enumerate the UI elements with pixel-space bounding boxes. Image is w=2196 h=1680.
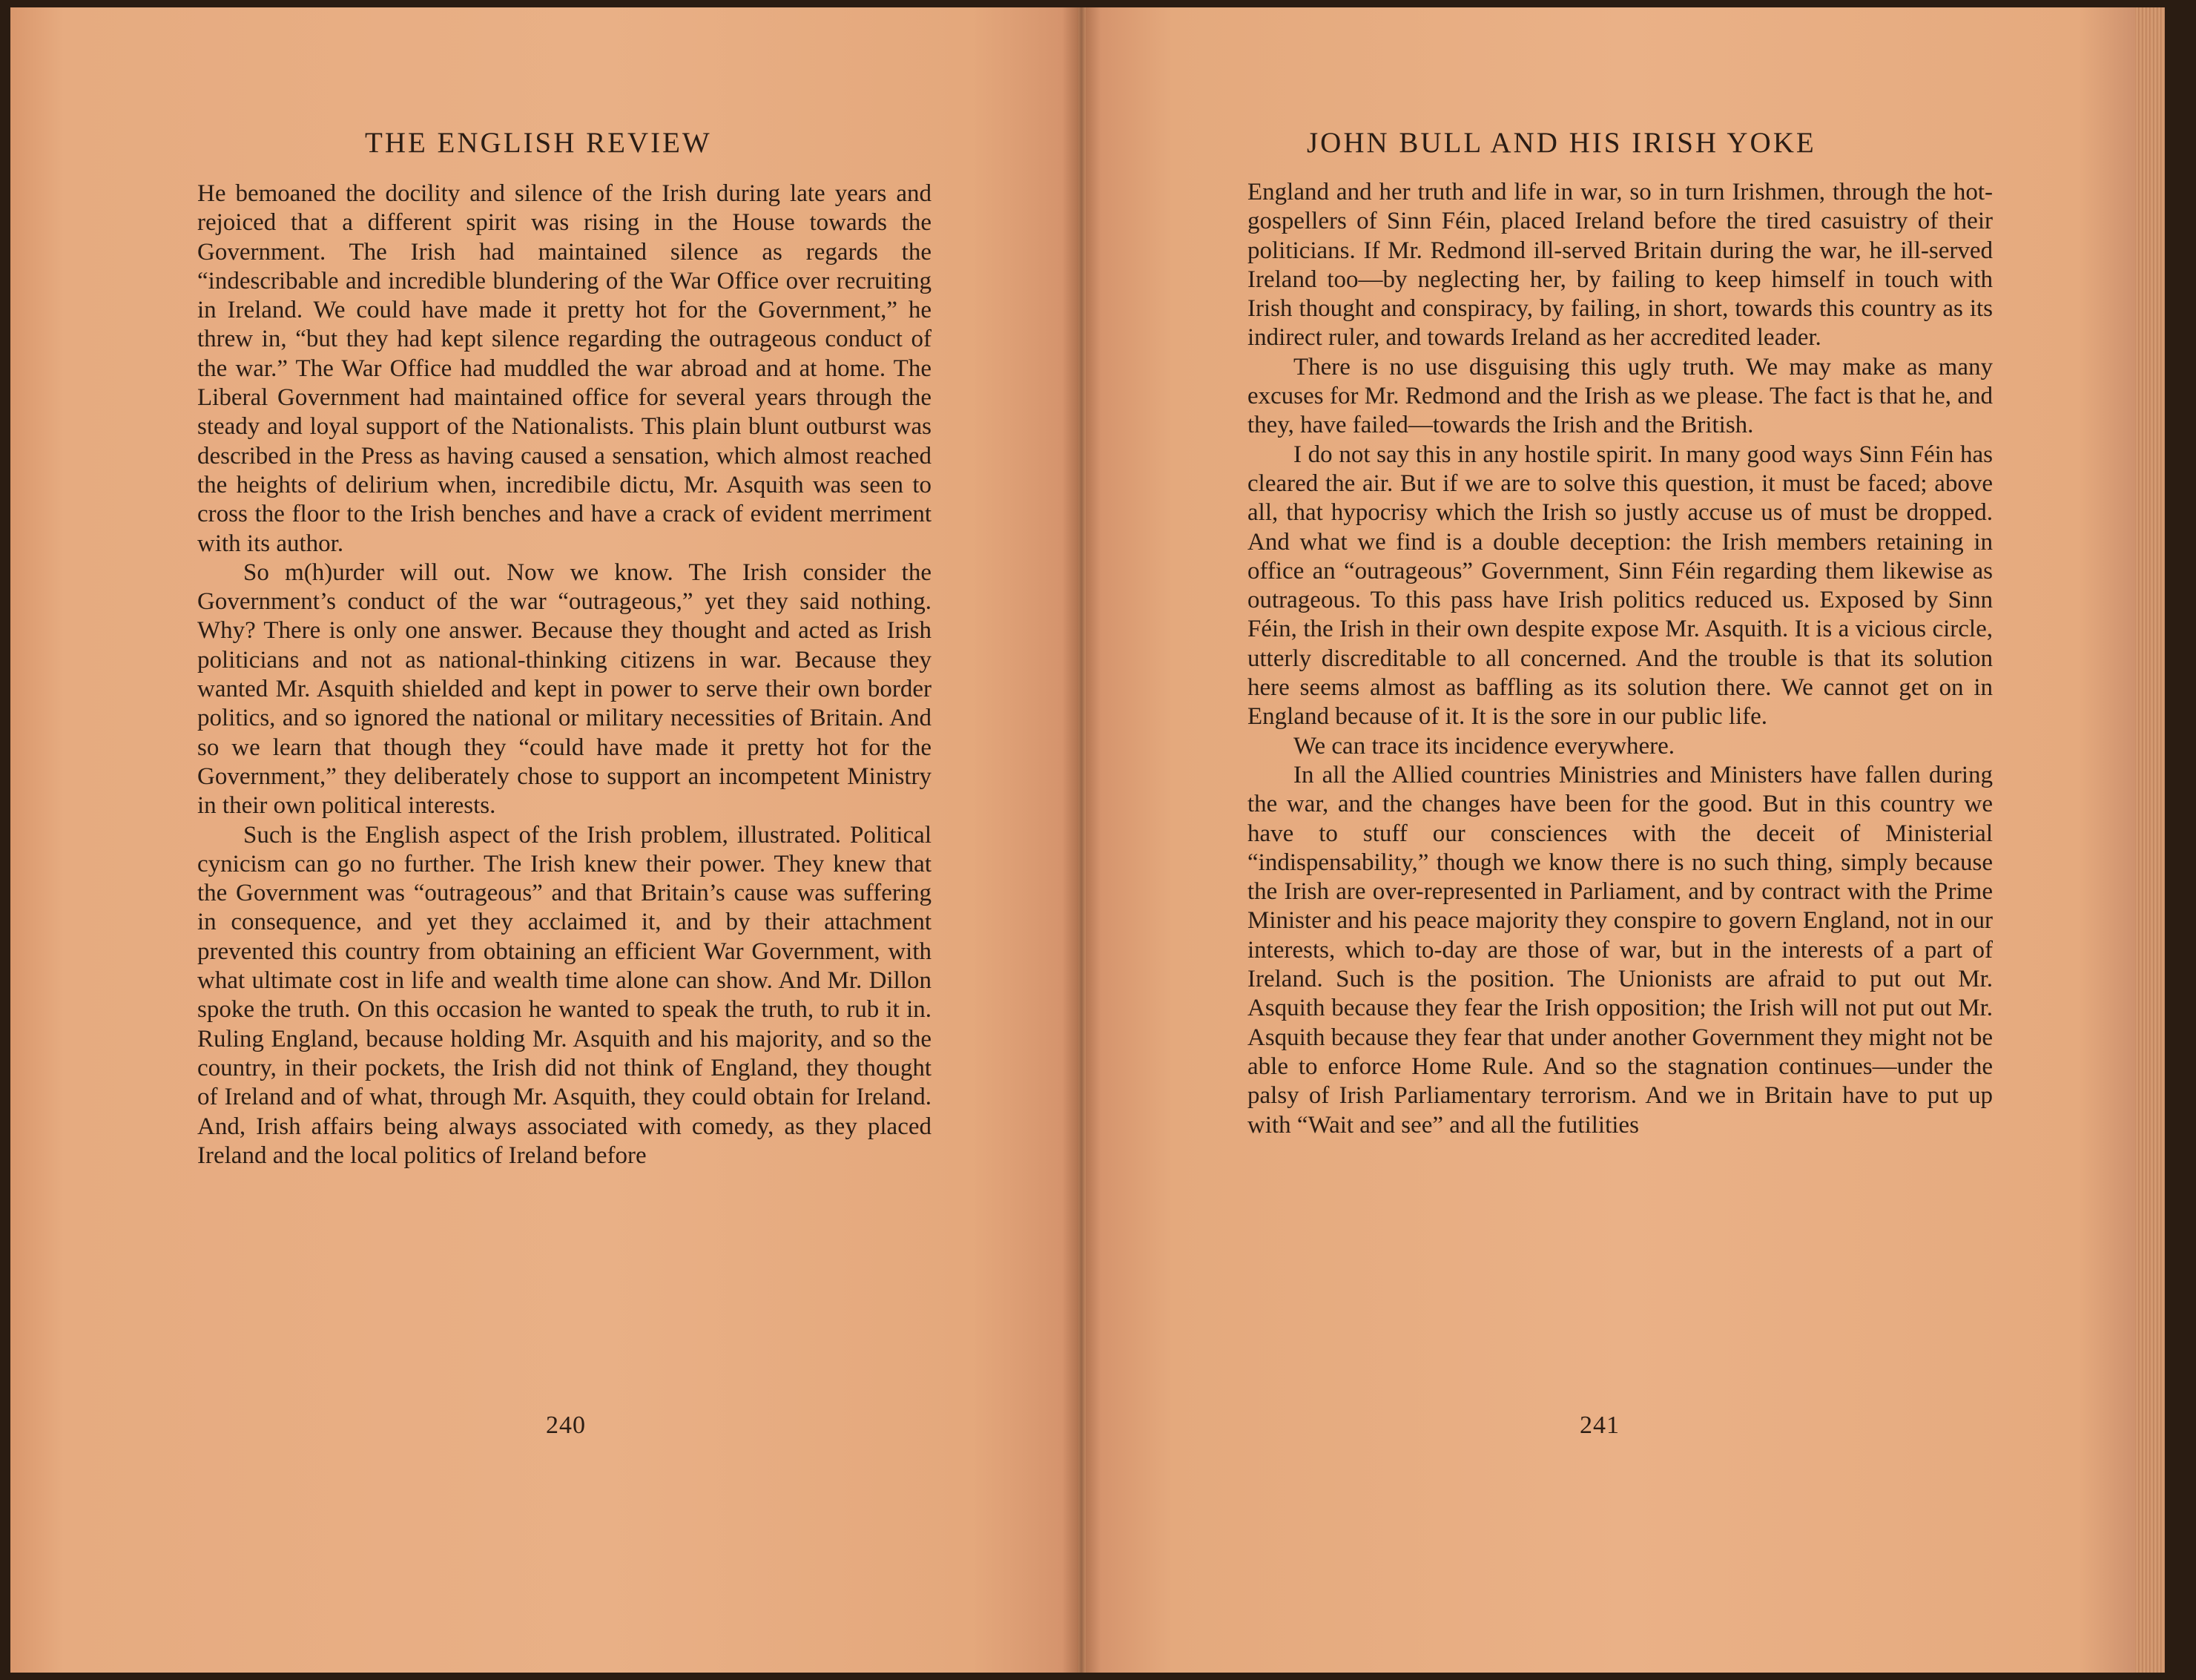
page-number: 241 (1580, 1411, 1620, 1439)
paragraph: Such is the English aspect of the Irish problem, illustrated. Political cynicism can go no further. The Irish knew their power. They knew that the Government was “outrageous” and that Britain’s cause was suffering in consequence, and yet they acclaimed it, and by their attachment prevented this country from obtaining an efficient War Government, with what ultimate cost in life and wealth time alone can show. And Mr. Dillon spoke the truth. On this occasion he wanted to speak the truth, to rub it in. Ruling England, because holding Mr. Asquith and his majority, and so the country, in their pockets, the Irish did not think of England, they thought of Ireland and of what, through Mr. Asquith, they could obtain for Ireland. And, Irish affairs being always associated with comedy, as they placed Ireland and the local politics of Ireland before (197, 821, 932, 1169)
paragraph: So m(h)urder will out. Now we know. The Irish consider the Government’s conduct of the war “outrageous,” yet they said nothing. Why? There is only one answer. Because they thought and acted as Irish politicians and not as national-thinking citizens in war. Because they wanted Mr. Asquith shielded and kept in power to serve their own border politics, and so ignored the national or military necessities of Britain. And so we learn that though they “could have made it pretty hot for the Government,” they deliberately chose to support an incompetent Ministry in their own political interests. (197, 559, 932, 820)
left-page (10, 7, 1078, 1673)
right-page (1086, 7, 2165, 1673)
paragraph: He bemoaned the docility and silence of the Irish during late years and rejoiced that a different spirit was rising in the House towards the Government. The Irish had maintained silence as regards the “indescribable and incredible blundering of the War Office over recruiting in Ireland. We could have made it pretty hot for the Government,” he threw in, “but they had kept silence regarding the outrageous conduct of the war.” The War Office had muddled the war abroad and at home. The Liberal Government had maintained office for several years through the steady and loyal support of the Nationalists. This plain blunt outburst was described in the Press as having caused a sensation, which almost reached the heights of delirium when, incredibile dictu, Mr. Asquith was seen to cross the floor to the Irish benches and have a crack of evident merriment with its author. (197, 180, 932, 557)
running-header: THE ENGLISH REVIEW (365, 127, 712, 159)
page-number: 240 (546, 1411, 586, 1439)
running-header: JOHN BULL AND HIS IRISH YOKE (1307, 127, 1816, 159)
paragraph: I do not say this in any hostile spirit. In many good ways Sinn Féin has cleared the air. But if we are to solve this question, it must be faced; above all, that hypocrisy which the Irish so justly accuse us of must be dropped. And what we find is a double deception: the Irish members retaining in office an “outrageous” Government, Sinn Féin regarding them likewise as outrageous. To this pass have Irish politics reduced us. Exposed by Sinn Féin, the Irish in their own despite expose Mr. Asquith. It is a vicious circle, utterly discreditable to all concerned. And the trouble is that its solution here seems almost as baffling as its solution there. We cannot get on in England because of it. It is the sore in our public life. (1247, 441, 1993, 731)
body-text (197, 179, 932, 1170)
body-text (1247, 178, 1993, 1140)
book-spread (10, 7, 2165, 1673)
page-edges (2135, 7, 2165, 1673)
paragraph: In all the Allied countries Ministries and Ministers have fallen during the war, and the changes have been for the good. But in this country we have to stuff our consciences with the deceit of Ministerial “indispensability,” though we know there is no such thing, simply because the Irish are over-represented in Parliament, and by contract with the Prime Minister and his peace majority they conspire to govern England, not in our interests, which to-day are those of war, but in the interests of a part of Ireland. Such is the position. The Unionists are afraid to put out Mr. Asquith because they fear the Irish opposition; the Irish will not put out Mr. Asquith because they fear that under another Government they might not be able to enforce Home Rule. And so the stagnation continues—under the palsy of Irish Parliamentary terrorism. And we in Britain have to put up with “Wait and see” and all the futilities (1247, 761, 1993, 1139)
paragraph: We can trace its incidence everywhere. (1293, 732, 1675, 760)
book-gutter (1062, 7, 1101, 1673)
paragraph: England and her truth and life in war, so in turn Irishmen, through the hot-gospellers of Sinn Féin, placed Ireland before the tired casuistry of their politicians. If Mr. Redmond ill-served Britain during the war, he ill-served Ireland too—by neglecting her, by failing to keep himself in touch with Irish thought and conspiracy, by failing, in short, towards this country as its indirect ruler, and towards Ireland as her accredited leader. (1247, 179, 1993, 352)
paragraph: There is no use disguising this ugly truth. We may make as many excuses for Mr. Redmond and the Irish as we please. The fact is that he, and they, have failed—towards the Irish and the British. (1247, 353, 1993, 439)
